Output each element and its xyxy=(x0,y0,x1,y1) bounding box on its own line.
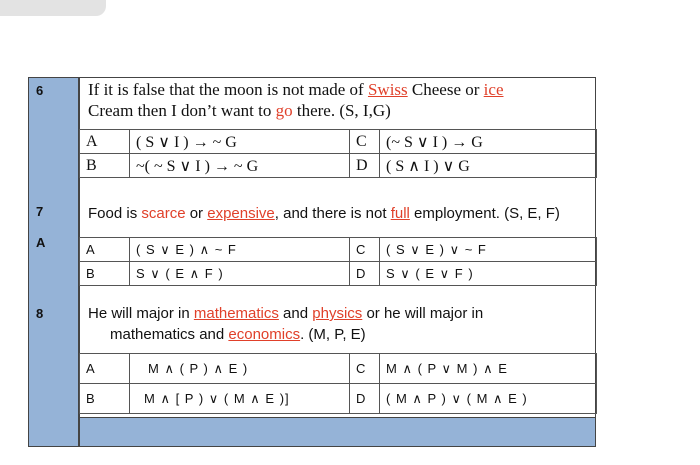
option-label-a: A xyxy=(80,238,130,262)
question-number-7: 7 xyxy=(36,204,44,219)
option-b[interactable]: ~( ~ S ∨ I ) → ~ G xyxy=(130,154,350,178)
table-row xyxy=(80,354,597,384)
question-6-text xyxy=(88,79,504,121)
table-row xyxy=(80,154,597,178)
option-a[interactable]: ( S ∨ E ) ∧ ~ F xyxy=(130,238,350,262)
option-label-c: C xyxy=(350,238,380,262)
option-label-c: C xyxy=(350,354,380,384)
question-7-options xyxy=(79,237,597,286)
word-ice: ice xyxy=(483,80,504,99)
question-8-line-1: He will major in mathematics and physics or he will major in xyxy=(88,305,484,322)
option-label-b: B xyxy=(80,154,130,178)
question-7-text: Food is scarce or expensive, and there is not full employment. (S, E, F) xyxy=(88,205,560,222)
option-b[interactable]: S ∨ ( E ∧ F ) xyxy=(130,262,350,286)
table-row xyxy=(80,262,597,286)
question-sheet xyxy=(28,77,596,447)
option-a[interactable]: M ∧ ( P ) ∧ E ) xyxy=(130,354,350,384)
option-label-d: D xyxy=(350,154,380,178)
word-physics: physics xyxy=(312,305,363,322)
option-label-a: A xyxy=(80,130,130,154)
word-economics: economics xyxy=(228,326,301,343)
option-label-b: B xyxy=(80,262,130,286)
option-label-c: C xyxy=(350,130,380,154)
word-expensive: expensive xyxy=(207,205,275,222)
table-row xyxy=(80,130,597,154)
word-swiss: Swiss xyxy=(367,80,408,99)
word-scarce: scarce xyxy=(141,205,186,222)
option-d[interactable]: ( S ∧ I ) ∨ G xyxy=(380,154,597,178)
footer-band xyxy=(79,417,596,447)
question-8-options xyxy=(79,353,597,414)
option-c[interactable]: (~ S ∨ I ) → G xyxy=(380,130,597,154)
option-label-b: B xyxy=(80,384,130,414)
question-number-8: 8 xyxy=(36,306,44,321)
question-6-line-1: If it is false that the moon is not made of Swiss Cheese or ice xyxy=(88,80,504,99)
word-full: full xyxy=(390,205,410,222)
table-row xyxy=(80,384,597,414)
question-8-text xyxy=(88,303,483,345)
question-8-line-2: mathematics and economics. (M, P, E) xyxy=(110,326,366,343)
number-column xyxy=(28,77,79,447)
question-6-options xyxy=(79,129,597,178)
option-d[interactable]: S ∨ ( E ∨ F ) xyxy=(380,262,597,286)
table-row xyxy=(80,238,597,262)
answer-marker-7: A xyxy=(36,235,46,250)
option-label-d: D xyxy=(350,384,380,414)
corner-tab xyxy=(0,0,106,16)
option-c[interactable]: M ∧ ( P ∨ M ) ∧ E xyxy=(380,354,597,384)
word-go: go xyxy=(275,101,293,120)
question-number-6: 6 xyxy=(36,83,44,98)
option-c[interactable]: ( S ∨ E ) ∨ ~ F xyxy=(380,238,597,262)
option-d[interactable]: ( M ∧ P ) ∨ ( M ∧ E ) xyxy=(380,384,597,414)
option-label-a: A xyxy=(80,354,130,384)
option-label-d: D xyxy=(350,262,380,286)
option-b[interactable]: M ∧ [ P ) ∨ ( M ∧ E )] xyxy=(130,384,350,414)
question-6-line-2: Cream then I don’t want to go there. (S, I,G) xyxy=(88,101,391,120)
word-mathematics: mathematics xyxy=(193,305,279,322)
option-a[interactable]: ( S ∨ I ) → ~ G xyxy=(130,130,350,154)
